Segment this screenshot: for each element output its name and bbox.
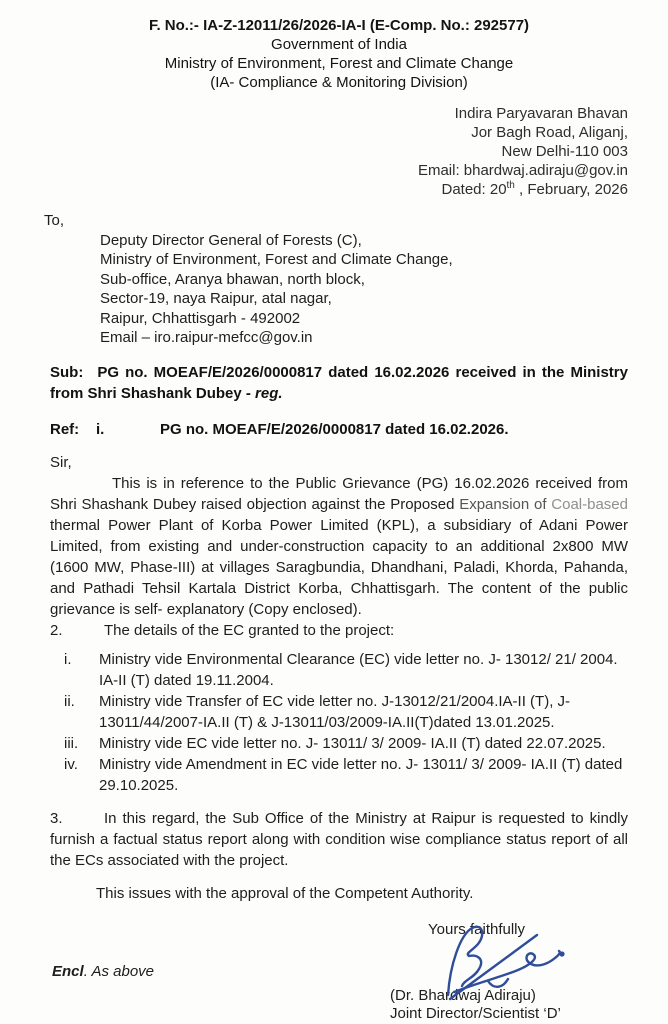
paragraph-1-faded-text: Expansion of xyxy=(459,495,552,513)
paragraph-3-number: 3. xyxy=(50,809,63,827)
recipient-email-line: Email – iro.raipur-mefcc@gov.in xyxy=(100,329,313,346)
enclosure-label: Encl xyxy=(52,962,84,980)
ec-list-item xyxy=(50,691,628,733)
ec-list-item xyxy=(50,649,628,691)
date-ordinal-superscript: th xyxy=(506,180,515,191)
reference-index: i. xyxy=(96,420,105,438)
closing-section xyxy=(50,919,628,1024)
reference-text: PG no. MOEAF/E/2026/0000817 dated 16.02.2026. xyxy=(160,420,509,438)
roman-numeral: i. xyxy=(64,650,72,668)
body-salutation: Sir, xyxy=(50,453,72,471)
recipient-line: Ministry of Environment, Forest and Climate Change, xyxy=(100,251,453,268)
ec-details-heading xyxy=(50,620,628,641)
enclosure-text: . As above xyxy=(83,962,155,980)
enclosure-note xyxy=(52,961,154,982)
sender-email-line: Email: bhardwaj.adiraju@gov.in xyxy=(417,162,628,179)
date-suffix: , February, 2026 xyxy=(514,181,628,198)
letter-header xyxy=(50,16,628,92)
signatory-name: (Dr. Bhardwaj Adiraju) xyxy=(390,986,536,1004)
recipient-line: Sub-office, Aranya bhawan, north block, xyxy=(100,270,365,288)
letter-date xyxy=(50,180,628,199)
sender-address-line: Indira Paryavaran Bhavan xyxy=(454,105,628,122)
recipient-address xyxy=(100,231,628,348)
paragraph-1-text: This is in reference to the Public Grievance (PG) 16.02.2026 received from Shri Shashank Dubey raised objection against the Proposed xyxy=(50,474,628,513)
ec-list-item xyxy=(50,754,628,796)
ec-item-text: Ministry vide EC vide letter no. J- 13011/ 3/ 2009- IA.II (T) dated 22.07.2025. xyxy=(99,734,606,752)
reference-line xyxy=(50,419,628,440)
signatory-designation: Joint Director/Scientist ‘D’ xyxy=(390,1004,561,1022)
roman-numeral: ii. xyxy=(64,692,75,710)
body-paragraph-1 xyxy=(50,473,628,620)
file-number-line: F. No.:- IA-Z-12011/26/2026-IA-I (E-Comp. No.: 292577) xyxy=(148,17,530,34)
subject-line xyxy=(50,362,628,404)
ec-item-text: Ministry vide Transfer of EC vide letter no. J-13012/21/2004.IA-II (T), J-13011/44/2007-IA.II (T) & J-13011/03/2009-IA.II(T)dated 13.01.2025. xyxy=(99,692,571,731)
approval-line: This issues with the approval of the Competent Authority. xyxy=(96,884,474,902)
subject-text: PG no. MOEAF/E/2026/0000817 dated 16.02.2026 received in the Ministry from Shri Shashank Dubey - xyxy=(50,363,628,402)
ec-item-text: Ministry vide Environmental Clearance (EC) vide letter no. J- 13012/ 21/ 2004. IA-II (T) dated 19.11.2004. xyxy=(99,650,618,689)
date-prefix: Dated: 20 xyxy=(441,181,507,198)
recipient-line: Sector-19, naya Raipur, atal nagar, xyxy=(100,290,332,307)
body-paragraph-3 xyxy=(50,808,628,871)
reference-label: Ref: xyxy=(50,420,80,438)
recipient-line: Deputy Director General of Forests (C), xyxy=(100,231,362,249)
valediction: Yours faithfully xyxy=(428,920,526,938)
sender-address-block xyxy=(50,104,628,199)
ec-list xyxy=(50,649,628,796)
paragraph-1-text-cont: thermal Power Plant of Korba Power Limited (KPL), a subsidiary of Adani Power Limited, from existing and under-construction capacity to an additional 2x800 MW (1600 MW, Phase-III) at villages Saragbundia, Dhandhani, Paladi, Khorda, Pahanda, and Pathadi Tehsil Kartala District Korba, Chhattisgarh. The content of the public grievance is self- explanatory (Copy enclosed). xyxy=(50,516,628,618)
ec-item-text: Ministry vide Amendment in EC vide letter no. J- 13011/ 3/ 2009- IA.II (T) dated 29.10.2025. xyxy=(99,755,623,794)
paragraph-3-text: In this regard, the Sub Office of the Ministry at Raipur is requested to kindly furnish a factual status report along with condition wise compliance status report of all the ECs associated with the project. xyxy=(50,809,628,869)
roman-numeral: iii. xyxy=(64,734,79,752)
org-line-ministry: Ministry of Environment, Forest and Climate Change xyxy=(164,55,514,72)
recipient-block xyxy=(44,211,628,348)
recipient-line: Raipur, Chhattisgarh - 492002 xyxy=(100,309,301,327)
salutation-to: To, xyxy=(44,212,65,229)
org-line-division: (IA- Compliance & Monitoring Division) xyxy=(210,74,468,91)
paragraph-2-number: 2. xyxy=(50,621,63,639)
signature-block xyxy=(390,919,610,1023)
paragraph-1-light-text: Coal-based xyxy=(551,495,628,513)
subject-reg-suffix: reg. xyxy=(255,384,283,402)
subject-label: Sub: xyxy=(50,363,84,381)
org-line-government: Government of India xyxy=(271,36,407,53)
sender-address-line: New Delhi-110 003 xyxy=(501,143,628,160)
roman-numeral: iv. xyxy=(64,755,78,773)
paragraph-2-text: The details of the EC granted to the project: xyxy=(104,621,395,639)
ec-list-item xyxy=(50,733,628,754)
sender-address-line: Jor Bagh Road, Aliganj, xyxy=(471,124,628,141)
